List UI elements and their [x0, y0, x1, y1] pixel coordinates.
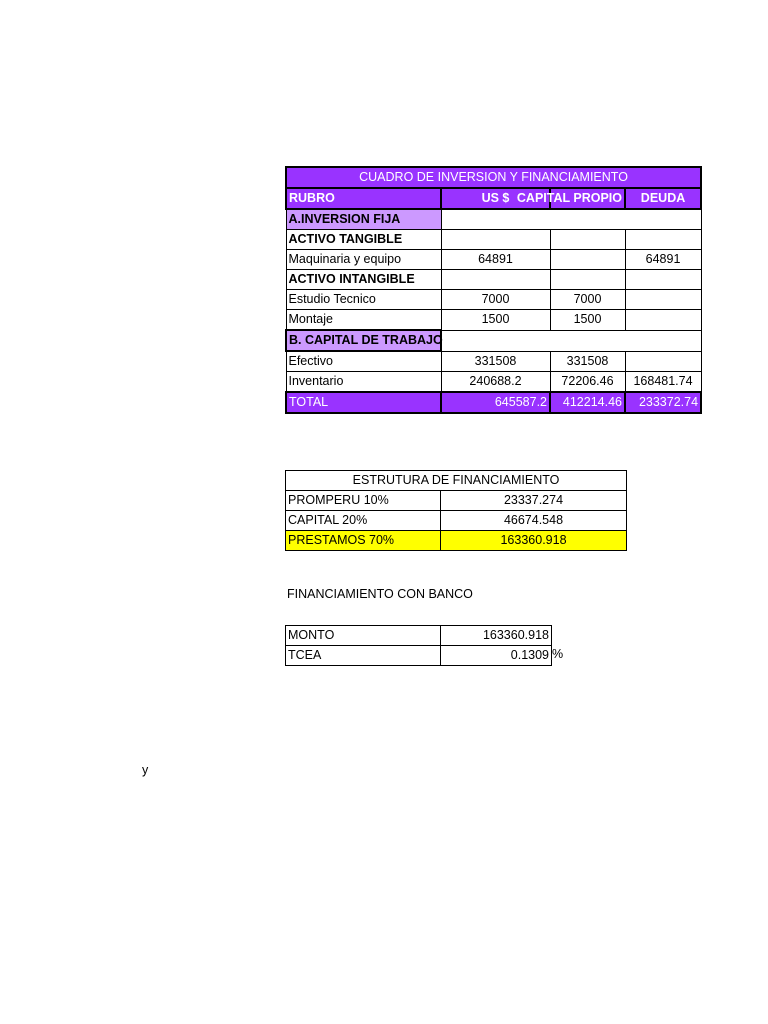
empty-cell[interactable] — [550, 270, 625, 290]
header-us[interactable]: US $ — [441, 188, 550, 209]
inventario-label[interactable]: Inventario — [286, 372, 441, 393]
table-row — [286, 372, 701, 393]
table-row — [286, 626, 552, 646]
estudio-us[interactable]: 7000 — [441, 290, 550, 310]
promperu-label[interactable]: PROMPERU 10% — [286, 491, 441, 511]
table-row — [286, 310, 701, 331]
activo-intangible-label[interactable]: ACTIVO INTANGIBLE — [286, 270, 441, 290]
estudio-label[interactable]: Estudio Tecnico — [286, 290, 441, 310]
maquinaria-label[interactable]: Maquinaria y equipo — [286, 250, 441, 270]
total-us[interactable]: 645587.2 — [441, 392, 550, 413]
tcea-value[interactable]: 0.1309 — [441, 646, 552, 666]
efectivo-deuda[interactable] — [625, 351, 701, 372]
capital-label[interactable]: CAPITAL 20% — [286, 511, 441, 531]
table-row — [286, 531, 627, 551]
stray-text: y — [142, 763, 149, 777]
header-capital-propio[interactable]: CAPITAL PROPIO — [550, 188, 625, 209]
empty-cell[interactable] — [441, 209, 701, 230]
empty-cell[interactable] — [441, 330, 701, 351]
table-row — [286, 491, 627, 511]
montaje-label[interactable]: Montaje — [286, 310, 441, 331]
tcea-label[interactable]: TCEA — [286, 646, 441, 666]
estudio-capital[interactable]: 7000 — [550, 290, 625, 310]
header-rubro[interactable]: RUBRO — [286, 188, 441, 209]
empty-cell[interactable] — [550, 230, 625, 250]
table-row — [286, 290, 701, 310]
total-deuda[interactable]: 233372.74 — [625, 392, 701, 413]
empty-cell[interactable] — [441, 230, 550, 250]
efectivo-label[interactable]: Efectivo — [286, 351, 441, 372]
estructura-title[interactable]: ESTRUTURA DE FINANCIAMIENTO — [286, 471, 627, 491]
empty-cell[interactable] — [625, 230, 701, 250]
header-deuda[interactable]: DEUDA — [625, 188, 701, 209]
empty-cell[interactable] — [441, 270, 550, 290]
section-inversion-fija[interactable]: A.INVERSION FIJA — [286, 209, 441, 230]
table-row — [286, 250, 701, 270]
activo-tangible-label[interactable]: ACTIVO TANGIBLE — [286, 230, 441, 250]
maquinaria-us[interactable]: 64891 — [441, 250, 550, 270]
table-row — [286, 511, 627, 531]
monto-value[interactable]: 163360.918 — [441, 626, 552, 646]
montaje-deuda[interactable] — [625, 310, 701, 331]
inventario-us[interactable]: 240688.2 — [441, 372, 550, 393]
banco-table — [285, 625, 552, 666]
promperu-value[interactable]: 23337.274 — [441, 491, 627, 511]
maquinaria-capital[interactable] — [550, 250, 625, 270]
efectivo-capital[interactable]: 331508 — [550, 351, 625, 372]
prestamos-value[interactable]: 163360.918 — [441, 531, 627, 551]
section-capital-trabajo[interactable]: B. CAPITAL DE TRABAJO — [286, 330, 441, 351]
montaje-capital[interactable]: 1500 — [550, 310, 625, 331]
table-row — [286, 646, 552, 666]
montaje-us[interactable]: 1500 — [441, 310, 550, 331]
capital-value[interactable]: 46674.548 — [441, 511, 627, 531]
total-label[interactable]: TOTAL — [286, 392, 441, 413]
monto-label[interactable]: MONTO — [286, 626, 441, 646]
prestamos-label[interactable]: PRESTAMOS 70% — [286, 531, 441, 551]
inversion-table — [285, 166, 702, 414]
inventario-deuda[interactable]: 168481.74 — [625, 372, 701, 393]
total-capital[interactable]: 412214.46 — [550, 392, 625, 413]
banco-title: FINANCIAMIENTO CON BANCO — [287, 587, 473, 601]
estructura-table — [285, 470, 627, 551]
maquinaria-deuda[interactable]: 64891 — [625, 250, 701, 270]
empty-cell[interactable] — [625, 270, 701, 290]
inversion-title[interactable]: CUADRO DE INVERSION Y FINANCIAMIENTO — [286, 167, 701, 188]
efectivo-us[interactable]: 331508 — [441, 351, 550, 372]
table-row — [286, 351, 701, 372]
tcea-unit: % — [552, 647, 564, 661]
inventario-capital[interactable]: 72206.46 — [550, 372, 625, 393]
estudio-deuda[interactable] — [625, 290, 701, 310]
